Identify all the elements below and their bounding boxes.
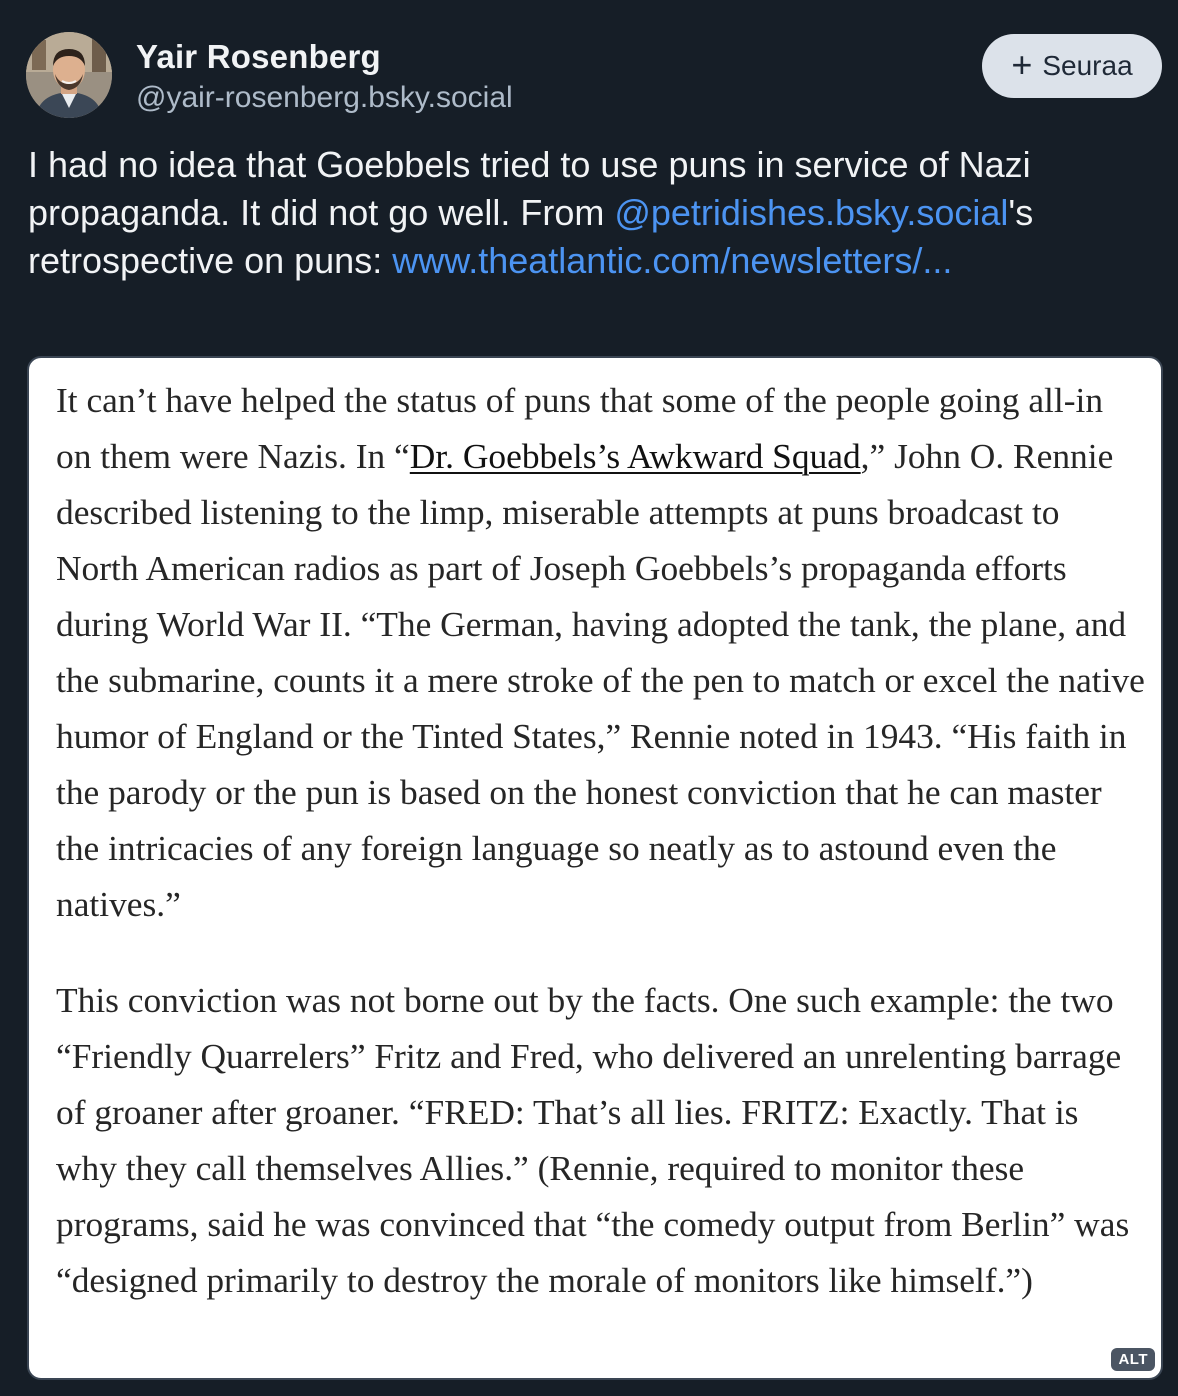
excerpt-paragraph-2: This conviction was not borne out by the facts. One such example: the two “Friendly Quarrelers” Fritz and Fred, who delivered an unrelenting barrage of groaner after groaner. “FRED: That’s all lies. FRITZ: Exactly. That is why they call themselves Allies.” (Rennie, required to monitor these programs, said he was convinced that “the comedy output from Berlin” was “designed primarily to destroy the morale of monitors like himself.”) [56,980,1130,1300]
excerpt-paragraph-1 [56,372,1146,932]
post-text [28,141,1158,285]
mention-link[interactable]: @petridishes.bsky.social [614,192,1009,233]
article-link[interactable]: www.theatlantic.com/newsletters/... [392,240,953,281]
post-header [26,30,1162,122]
author-name[interactable]: Yair Rosenberg [136,38,381,75]
avatar[interactable] [26,32,112,118]
post-text-part-2: 's retrospective on puns: [28,192,1034,281]
excerpt-text-after-link: ,” John O. Rennie described listening to the limp, miserable attempts at puns broadcast to North American radios as part of Joseph Goebbels’s propaganda efforts during World War II. “The German, having adopted the tank, the plane, and the submarine, counts it a mere stroke of the pen to match or excel the native humor of England or the Tinted States,” Rennie noted in 1943. “His faith in the parody or the pun is based on the honest conviction that he can master the intricacies of any foreign language so neatly as to astound even the natives.” [56,436,1145,924]
avatar-image [26,32,112,118]
author-handle[interactable]: @yair-rosenberg.bsky.social [136,81,513,114]
alt-text-badge[interactable]: ALT [1111,1348,1155,1371]
plus-icon: + [1011,43,1033,85]
excerpt-text-before-link: It can’t have helped the status of puns that some of the people going all-in on them were Nazis. In “ [56,380,1104,476]
embedded-image[interactable] [27,356,1163,1380]
post-text-part-1: I had no idea that Goebbels tried to use puns in service of Nazi propaganda. It did not go well. From [28,144,1031,233]
follow-button-label: Seuraa [1042,50,1133,81]
excerpt-article-link: Dr. Goebbels’s Awkward Squad [409,436,861,476]
follow-button[interactable] [982,34,1162,98]
